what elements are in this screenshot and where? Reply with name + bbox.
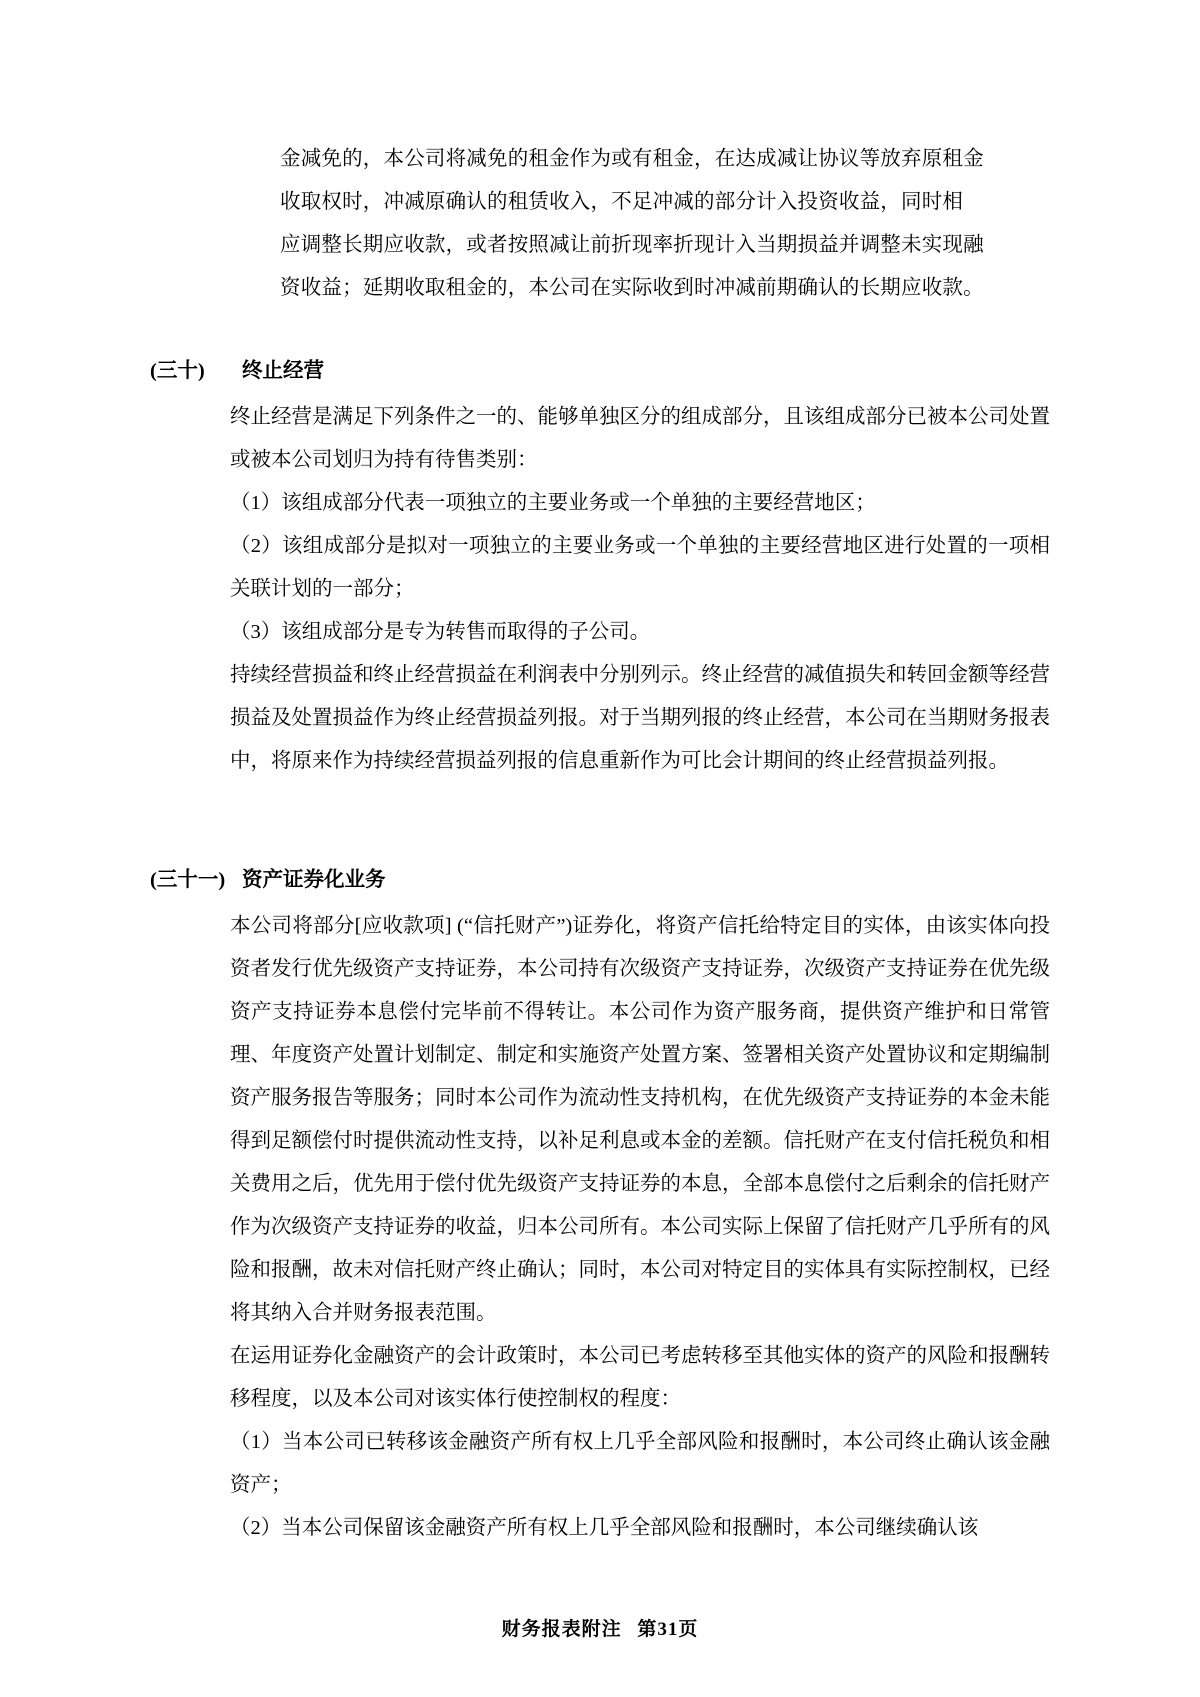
- section-spacer: [150, 783, 1050, 819]
- paragraph: 持续经营损益和终止经营损益在利润表中分别列示。终止经营的减值损失和转回金额等经营损益及处置损益作为终止经营损益列报。对于当期列报的终止经营，本公司在当期财务报表中，将原来作为持续经营损益列报的信息重新作为可比会计期间的终止经营损益列报。: [230, 664, 1050, 772]
- section-title: 资产证券化业务: [242, 869, 386, 891]
- paragraph-item: （2）当本公司保留该金融资产所有权上几乎全部风险和报酬时，本公司继续确认该: [230, 1517, 979, 1539]
- paragraph-item: （1）该组成部分代表一项独立的主要业务或一个单独的主要经营地区；: [230, 492, 876, 514]
- page-footer: [0, 1614, 1200, 1641]
- continuation-line: 资收益；延期收取租金的，本公司在实际收到时冲减前期确认的长期应收款。: [280, 277, 984, 299]
- paragraph-item: （3）该组成部分是专为转售而取得的子公司。: [230, 621, 651, 643]
- paragraph: 在运用证券化金融资产的会计政策时，本公司已考虑转移至其他实体的资产的风险和报酬转移程度，以及本公司对该实体行使控制权的程度：: [230, 1345, 1050, 1410]
- page-number: 第31页: [637, 1619, 699, 1640]
- section-number: (三十一): [150, 869, 226, 891]
- paragraph-item: （1）当本公司已转移该金融资产所有权上几乎全部风险和报酬时，本公司终止确认该金融资产；: [230, 1431, 1050, 1496]
- section-number: (三十): [150, 360, 205, 382]
- footer-label: 财务报表附注: [501, 1619, 622, 1640]
- section-body: [230, 396, 1050, 783]
- continuation-line: 收取权时，冲减原确认的租赁收入，不足冲减的部分计入投资收益，同时相: [280, 191, 964, 213]
- paragraph-item: （2）该组成部分是拟对一项独立的主要业务或一个单独的主要经营地区进行处置的一项相关联计划的一部分；: [230, 535, 1050, 600]
- section-title: 终止经营: [242, 360, 324, 382]
- section-asset-securitization: [150, 861, 1050, 1550]
- section-discontinued-operations: [150, 352, 1050, 783]
- top-continuation-block: [280, 138, 1050, 310]
- section-heading: [150, 861, 1050, 899]
- continuation-line: 金减免的，本公司将减免的租金作为或有租金，在达成减让协议等放弃原租金: [280, 148, 984, 170]
- paragraph: 终止经营是满足下列条件之一的、能够单独区分的组成部分，且该组成部分已被本公司处置或被本公司划归为持有待售类别：: [230, 406, 1050, 471]
- paragraph: 本公司将部分[应收款项] (“信托财产”)证券化，将资产信托给特定目的实体，由该实体向投资者发行优先级资产支持证券，本公司持有次级资产支持证券，次级资产支持证券在优先级资产支持证券本息偿付完毕前不得转让。本公司作为资产服务商，提供资产维护和日常管理、年度资产处置计划制定、制定和实施资产处置方案、签署相关资产处置协议和定期编制资产服务报告等服务；同时本公司作为流动性支持机构，在优先级资产支持证券的本金未能得到足额偿付时提供流动性支持，以补足利息或本金的差额。信托财产在支付信托税负和相关费用之后，优先用于偿付优先级资产支持证券的本息，全部本息偿付之后剩余的信托财产作为次级资产支持证券的收益，归本公司所有。本公司实际上保留了信托财产几乎所有的风险和报酬，故未对信托财产终止确认；同时，本公司对特定目的实体具有实际控制权，已经将其纳入合并财务报表范围。: [230, 915, 1050, 1324]
- section-heading: [150, 352, 1050, 390]
- section-body: [230, 905, 1050, 1550]
- continuation-line: 应调整长期应收款，或者按照减让前折现率折现计入当期损益并调整未实现融: [280, 234, 984, 256]
